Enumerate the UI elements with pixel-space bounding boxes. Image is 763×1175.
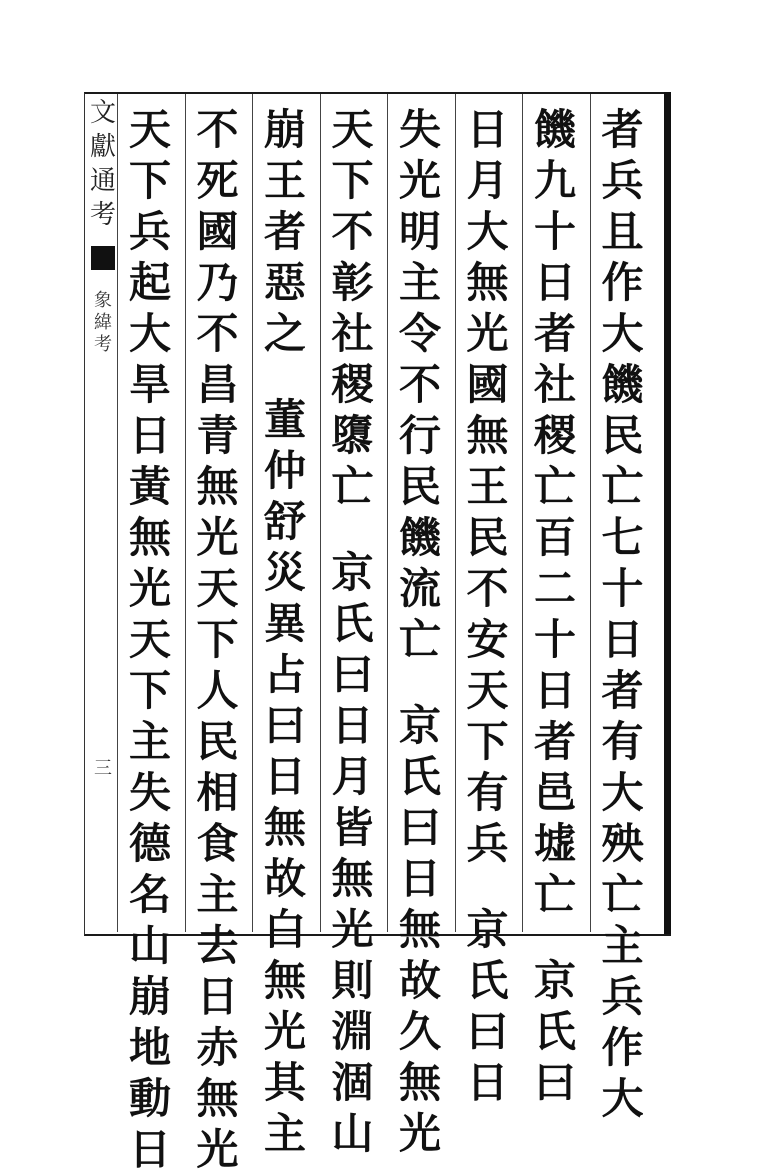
text-column-1: 者 兵 且 作 大 饑 民 亡 七 十 日 者 有 大 殃 亡 主 兵 作 大 xyxy=(601,105,644,1123)
text-column-6: 崩 王 者 惡 之 董 仲 舒 災 異 占 曰 日 無 故 白 無 光 其 主 xyxy=(263,105,306,1158)
margin-book-title: 文 獻 通 考 xyxy=(89,98,116,230)
column-rule xyxy=(387,94,388,932)
column-rule xyxy=(320,94,321,932)
text-column-2: 饑 九 十 日 者 社 稷 亡 百 二 十 日 者 邑 墟 亡 京 氏 曰 xyxy=(533,105,576,1107)
column-rule xyxy=(185,94,186,932)
fishtail-block-mark xyxy=(91,246,115,270)
column-rule xyxy=(252,94,253,932)
text-column-4: 失 光 明 主 令 不 行 民 饑 流 亡 京 氏 曰 日 無 故 久 無 光 xyxy=(398,105,441,1158)
text-column-5: 天 下 不 彰 社 稷 隳 亡 京 氏 曰 日 月 皆 無 光 則 淵 涸 山 xyxy=(331,105,374,1158)
text-column-3: 日 月 大 無 光 國 無 王 民 不 安 天 下 有 兵 京 氏 曰 日 xyxy=(466,105,509,1107)
column-rule xyxy=(117,94,118,932)
column-rule xyxy=(455,94,456,932)
text-column-8: 天 下 兵 起 大 旱 日 黃 無 光 天 下 主 失 德 名 山 崩 地 動 日 xyxy=(128,105,171,1174)
margin-section-title: 象 緯 考 xyxy=(94,290,112,355)
text-column-7: 不 死 國 乃 不 昌 青 無 光 天 下 人 民 相 食 主 去 日 赤 無 光 xyxy=(196,105,239,1174)
frame-right-border xyxy=(664,92,671,934)
margin-page-number: 三 xyxy=(94,758,112,779)
column-rule xyxy=(590,94,591,932)
margin-strip xyxy=(86,96,120,930)
column-rule xyxy=(522,94,523,932)
